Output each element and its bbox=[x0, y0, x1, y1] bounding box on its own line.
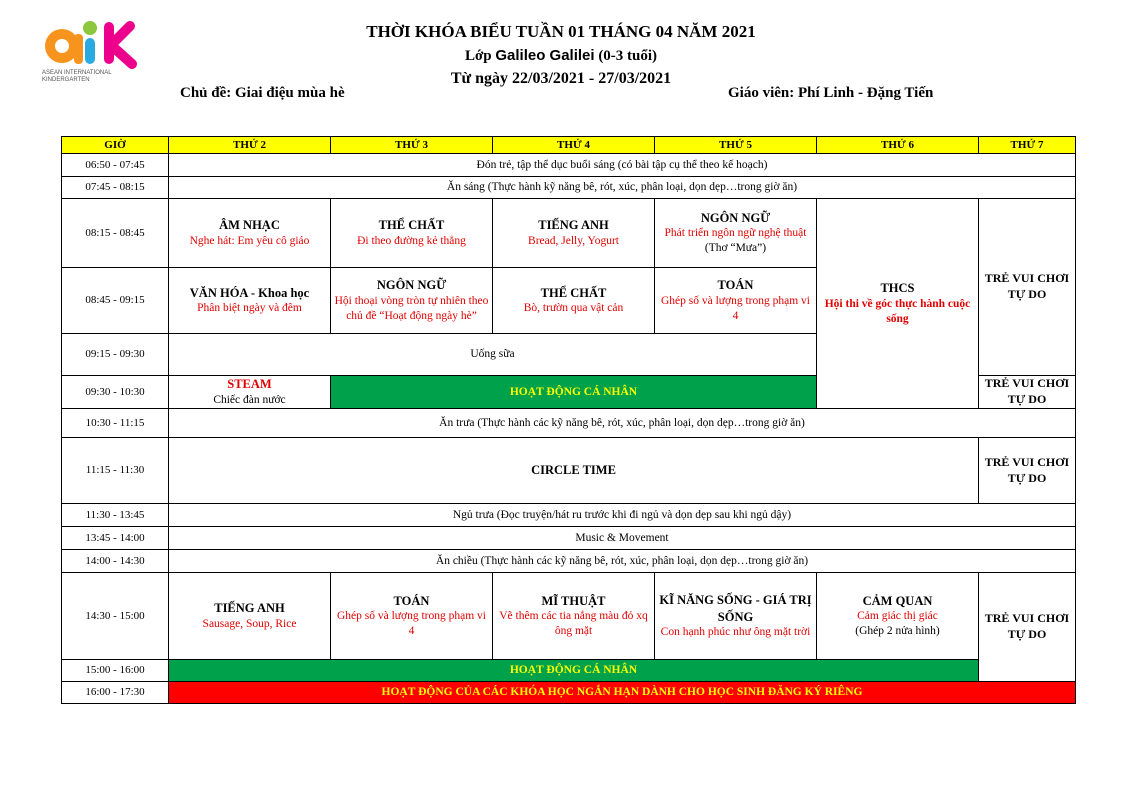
subject-detail: Đi theo đường kẻ thẳng bbox=[357, 234, 466, 247]
header-wed: THỨ 4 bbox=[493, 137, 655, 154]
pe-lesson-cell bbox=[331, 199, 493, 268]
steam-lesson-cell bbox=[169, 376, 331, 409]
time-cell: 16:00 - 17:30 bbox=[62, 682, 169, 704]
music-lesson-cell bbox=[169, 199, 331, 268]
class-prefix: Lớp bbox=[464, 48, 496, 64]
subject-title: NGÔN NGỮ bbox=[700, 210, 771, 225]
free-play-cell: TRẺ VUI CHƠI TỰ DO bbox=[979, 376, 1076, 409]
individual-activity-cell: HOẠT ĐỘNG CÁ NHÂN bbox=[169, 660, 979, 682]
time-cell: 11:15 - 11:30 bbox=[62, 438, 169, 504]
table-row bbox=[62, 550, 1076, 573]
english-lesson-cell bbox=[493, 199, 655, 268]
header-thu: THỨ 5 bbox=[655, 137, 817, 154]
table-row bbox=[62, 660, 1076, 682]
circle-time-cell: CIRCLE TIME bbox=[169, 438, 979, 504]
subject-title: TOÁN bbox=[393, 593, 430, 608]
class-line bbox=[0, 47, 1122, 65]
fri-thcs-cell bbox=[817, 199, 979, 409]
time-cell: 10:30 - 11:15 bbox=[62, 409, 169, 438]
subject-title: MĨ THUẬT bbox=[541, 593, 606, 608]
subject-note: (Thơ “Mưa”) bbox=[704, 242, 767, 255]
header-time: GIỜ bbox=[62, 137, 169, 154]
subject-title: THCS bbox=[880, 281, 915, 296]
teacher-label: Giáo viên: Phí Linh - Đặng Tiến bbox=[728, 85, 934, 101]
subject-detail: Ghép số và lượng trong phạm vi 4 bbox=[336, 610, 487, 638]
free-play-cell: TRẺ VUI CHƠI TỰ DO bbox=[979, 199, 1076, 376]
subject-detail: Phân biệt ngày và đêm bbox=[197, 302, 302, 315]
subject-detail: Hội thoại vòng tròn tự nhiên theo chủ đề “Hoạt động ngày hè” bbox=[334, 294, 489, 322]
time-cell: 09:30 - 10:30 bbox=[62, 376, 169, 409]
table-row bbox=[62, 438, 1076, 504]
topic-label: Chủ đề: Giai điệu mùa hè bbox=[180, 85, 345, 101]
header-row bbox=[62, 137, 1076, 154]
class-age: (0-3 tuổi) bbox=[594, 48, 658, 64]
class-name: Galileo Galilei bbox=[495, 47, 595, 64]
subject-detail: Sausage, Soup, Rice bbox=[202, 617, 297, 630]
afternoon-snack-cell: Ăn chiều (Thực hành các kỹ năng bê, rót, xúc, phân loại, dọn dẹp…trong giờ ăn) bbox=[169, 550, 1076, 573]
table-row bbox=[62, 154, 1076, 177]
time-cell: 14:00 - 14:30 bbox=[62, 550, 169, 573]
time-cell: 07:45 - 08:15 bbox=[62, 177, 169, 199]
subject-detail: Hội thi về góc thực hành cuộc sống bbox=[824, 297, 971, 325]
header-mon: THỨ 2 bbox=[169, 137, 331, 154]
subject-title: NGÔN NGỮ bbox=[376, 278, 447, 293]
date-range: Từ ngày 22/03/2021 - 27/03/2021 bbox=[450, 70, 672, 87]
subject-title: THỂ CHẤT bbox=[378, 218, 445, 233]
math-lesson-cell bbox=[655, 268, 817, 334]
subject-title: KĨ NĂNG SỐNG - GIÁ TRỊ SỐNG bbox=[659, 593, 812, 624]
language-lesson-cell bbox=[655, 199, 817, 268]
pe-lesson-cell bbox=[493, 268, 655, 334]
time-cell: 06:50 - 07:45 bbox=[62, 154, 169, 177]
subject-detail: Bread, Jelly, Yogurt bbox=[528, 234, 619, 247]
breakfast-cell: Ăn sáng (Thực hành kỹ năng bê, rót, xúc, phân loại, dọn dẹp…trong giờ ăn) bbox=[169, 177, 1076, 199]
subject-title: TIẾNG ANH bbox=[538, 218, 609, 233]
subject-title: TIẾNG ANH bbox=[214, 601, 285, 616]
time-cell: 08:45 - 09:15 bbox=[62, 268, 169, 334]
short-courses-cell: HOẠT ĐỘNG CỦA CÁC KHÓA HỌC NGẮN HẠN DÀNH CHO HỌC SINH ĐĂNG KÝ RIÊNG bbox=[169, 682, 1076, 704]
free-play-cell: TRẺ VUI CHƠI TỰ DO bbox=[979, 438, 1076, 504]
time-cell: 11:30 - 13:45 bbox=[62, 504, 169, 527]
art-lesson-cell bbox=[493, 573, 655, 660]
subject-title: ÂM NHẠC bbox=[219, 218, 280, 233]
time-cell: 13:45 - 14:00 bbox=[62, 527, 169, 550]
subject-title: STEAM bbox=[227, 377, 272, 392]
time-cell: 15:00 - 16:00 bbox=[62, 660, 169, 682]
sensory-lesson-cell bbox=[817, 573, 979, 660]
subject-title: TOÁN bbox=[717, 278, 754, 293]
table-row bbox=[62, 504, 1076, 527]
music-movement-cell: Music & Movement bbox=[169, 527, 1076, 550]
subject-detail: Nghe hát: Em yêu cô giáo bbox=[189, 234, 310, 247]
english-lesson-cell bbox=[169, 573, 331, 660]
subject-detail: Phát triển ngôn ngữ nghệ thuật bbox=[664, 227, 807, 240]
language-lesson-cell bbox=[331, 268, 493, 334]
subject-detail: Con hạnh phúc như ông mặt trời bbox=[660, 625, 811, 638]
time-cell: 08:15 - 08:45 bbox=[62, 199, 169, 268]
milk-cell: Uống sữa bbox=[169, 334, 817, 376]
subject-title: CẢM QUAN bbox=[862, 593, 933, 608]
time-cell: 14:30 - 15:00 bbox=[62, 573, 169, 660]
table-row bbox=[62, 409, 1076, 438]
math-lesson-cell bbox=[331, 573, 493, 660]
header-sat: THỨ 7 bbox=[979, 137, 1076, 154]
subject-note: (Ghép 2 nửa hình) bbox=[855, 625, 940, 638]
table-row bbox=[62, 199, 1076, 268]
nap-cell: Ngủ trưa (Đọc truyện/hát ru trước khi đi ngủ và dọn dẹp sau khi ngủ dậy) bbox=[169, 504, 1076, 527]
table-row bbox=[62, 527, 1076, 550]
header-tue: THỨ 3 bbox=[331, 137, 493, 154]
subject-detail: Vẽ thêm các tia nắng màu đỏ xq ông mặt bbox=[499, 610, 648, 638]
subject-title: VĂN HÓA - Khoa học bbox=[189, 285, 310, 300]
subject-detail: Ghép số và lượng trong phạm vi 4 bbox=[660, 294, 811, 322]
life-skills-lesson-cell bbox=[655, 573, 817, 660]
logo-caption-2: KINDERGARTEN bbox=[42, 77, 90, 83]
time-cell: 09:15 - 09:30 bbox=[62, 334, 169, 376]
subject-detail: Cảm giác thị giác bbox=[857, 610, 938, 623]
table-row bbox=[62, 682, 1076, 704]
table-row bbox=[62, 177, 1076, 199]
header-fri: THỨ 6 bbox=[817, 137, 979, 154]
table-row bbox=[62, 573, 1076, 660]
arrival-cell: Đón trẻ, tập thể dục buổi sáng (có bài tập cụ thể theo kế hoạch) bbox=[169, 154, 1076, 177]
culture-lesson-cell bbox=[169, 268, 331, 334]
free-play-cell: TRẺ VUI CHƠI TỰ DO bbox=[979, 573, 1076, 682]
logo-caption-1: ASEAN INTERNATIONAL bbox=[42, 70, 112, 76]
schedule-table bbox=[61, 136, 1076, 704]
lunch-cell: Ăn trưa (Thực hành các kỹ năng bê, rót, xúc, phân loại, dọn dẹp…trong giờ ăn) bbox=[169, 409, 1076, 438]
page-title: THỜI KHÓA BIỂU TUẦN 01 THÁNG 04 NĂM 2021 bbox=[366, 22, 756, 41]
individual-activity-cell: HOẠT ĐỘNG CÁ NHÂN bbox=[331, 376, 817, 409]
subject-detail: Chiếc đàn nước bbox=[213, 393, 286, 406]
subject-title: THỂ CHẤT bbox=[540, 285, 607, 300]
subject-detail: Bò, trườn qua vật cản bbox=[523, 302, 624, 315]
